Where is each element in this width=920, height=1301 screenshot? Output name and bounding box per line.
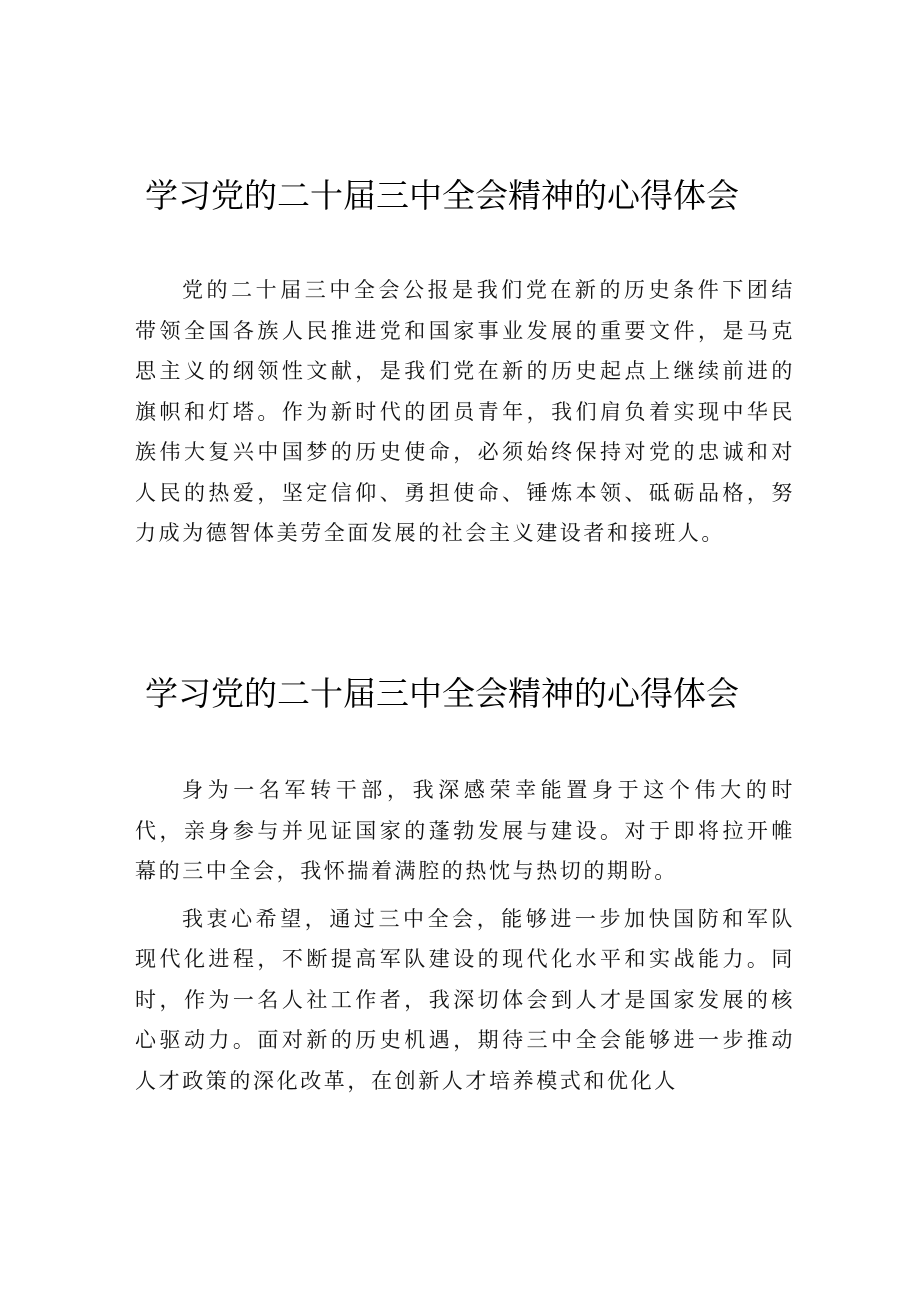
body-paragraph: 党的二十届三中全会公报是我们党在新的历史条件下团结带领全国各族人民推进党和国家事业发展的重要文件，是马克思主义的纲领性文献，是我们党在新的历史起点上继续前进的旗帜和灯塔。作为新时代的团员青年，我们肩负着实现中华民族伟大复兴中国梦的历史使命，必须始终保持对党的忠诚和对人民的热爱，坚定信仰、勇担使命、锤炼本领、砥砺品格，努力成为德智体美劳全面发展的社会主义建设者和接班人。 — [135, 278, 795, 545]
body-paragraph: 我衷心希望，通过三中全会，能够进一步加快国防和军队现代化进程，不断提高军队建设的现代化水平和实战能力。同时，作为一名人社工作者，我深切体会到人才是国家发展的核心驱动力。面对新的历史机遇，期待三中全会能够进一步推动人才政策的深化改革，在创新人才培养模式和优化人 — [135, 906, 795, 1093]
section-title: 学习党的二十届三中全会精神的心得体会 — [145, 674, 739, 713]
section-2 — [135, 668, 795, 1101]
section-1 — [135, 170, 795, 554]
body-paragraph: 身为一名军转干部，我深感荣幸能置身于这个伟大的时代，亲身参与并见证国家的蓬勃发展与建设。对于即将拉开帷幕的三中全会，我怀揣着满腔的热忱与热切的期盼。 — [135, 778, 795, 883]
section-title: 学习党的二十届三中全会精神的心得体会 — [145, 176, 739, 215]
